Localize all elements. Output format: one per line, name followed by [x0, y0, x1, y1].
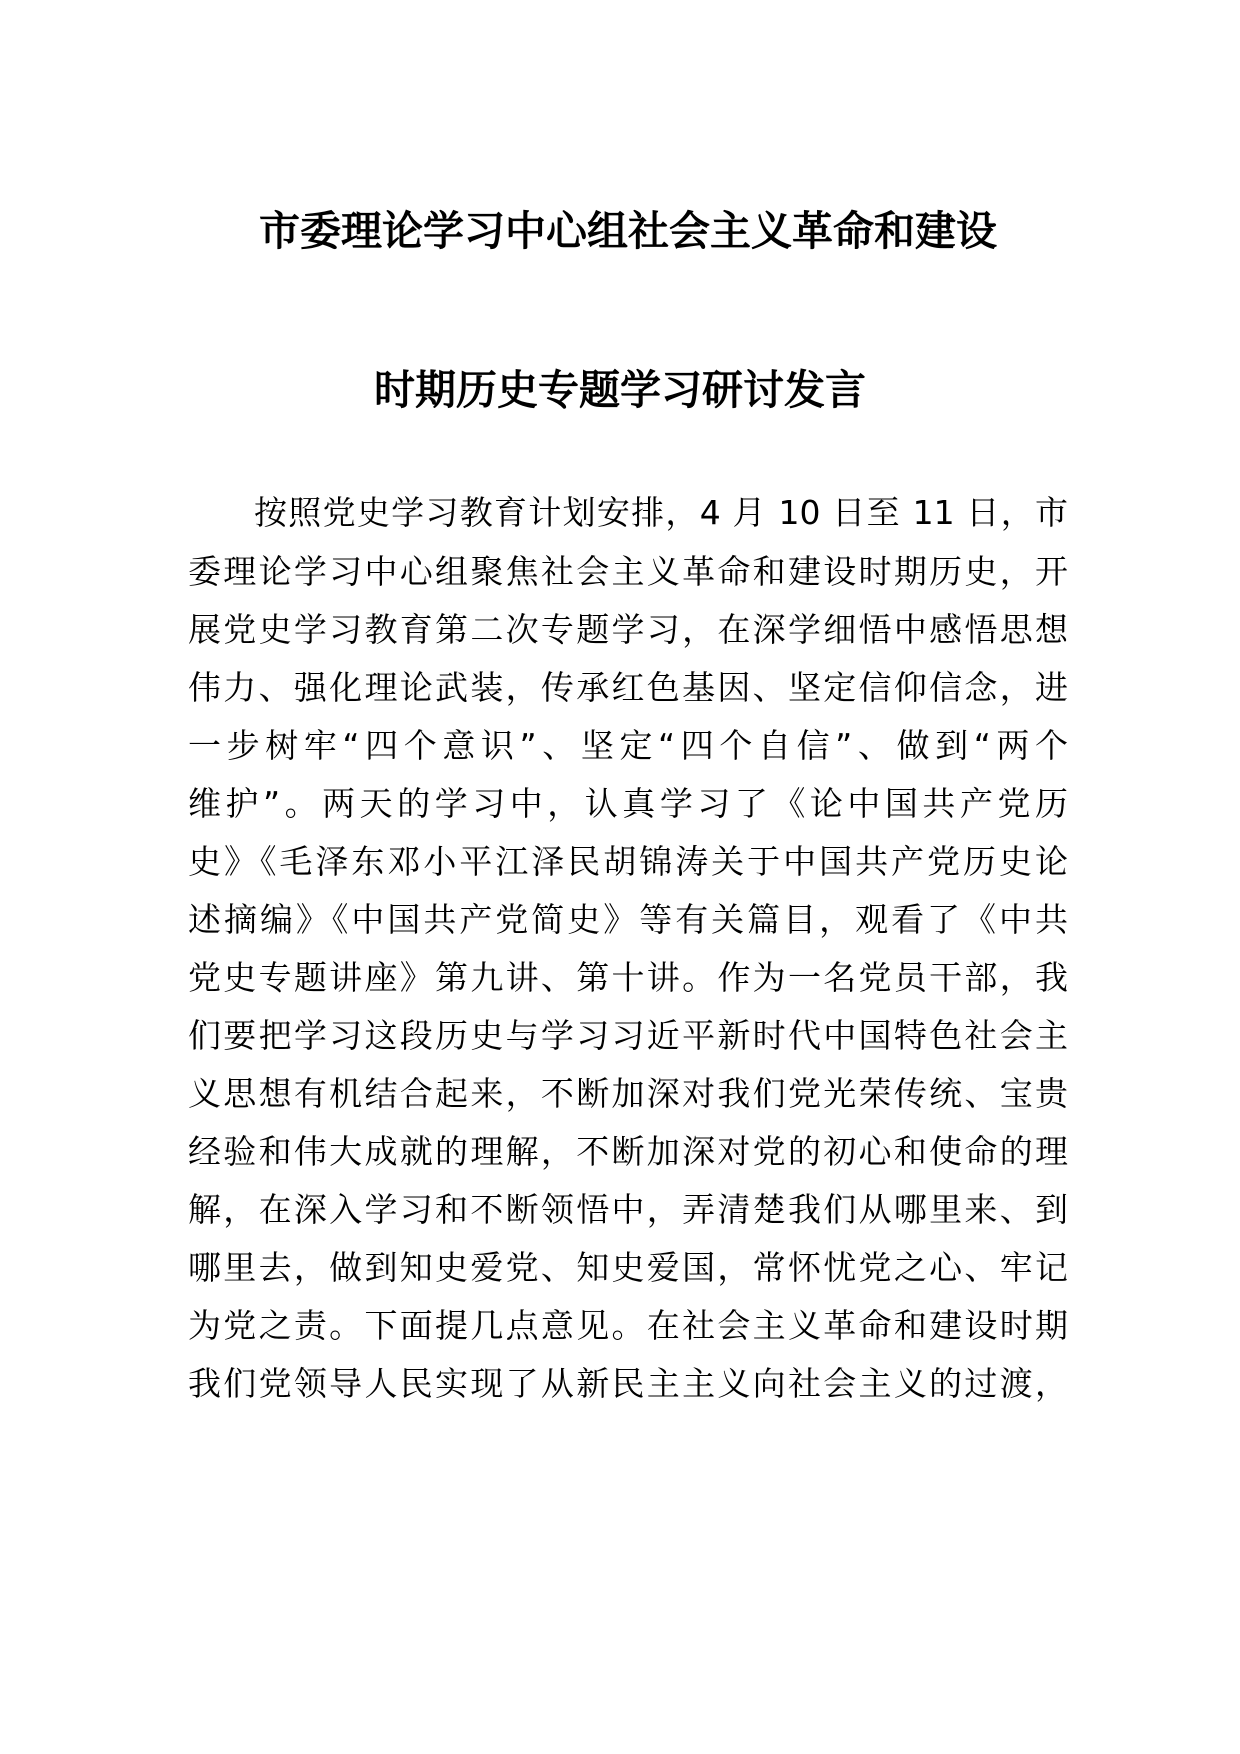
body-line-2: 委理论学习中心组聚焦社会主义革命和建设时期历史，开	[188, 552, 1068, 591]
document-title-line-1: 市委理论学习中心组社会主义革命和建设	[259, 207, 997, 255]
body-line-7: 史》《毛泽东邓小平江泽民胡锦涛关于中国共产党历史论	[188, 842, 1068, 881]
body-line-16: 我们党领导人民实现了从新民主主义向社会主义的过渡，	[188, 1364, 1068, 1403]
body-line-15: 为党之责。下面提几点意见。在社会主义革命和建设时期	[188, 1306, 1068, 1345]
body-line-8: 述摘编》《中国共产党简史》等有关篇目，观看了《中共	[188, 900, 1068, 939]
body-line-11: 义思想有机结合起来，不断加深对我们党光荣传统、宝贵	[188, 1074, 1068, 1113]
document-title-line-2: 时期历史专题学习研讨发言	[374, 366, 866, 414]
body-line-12: 经验和伟大成就的理解，不断加深对党的初心和使命的理	[188, 1132, 1068, 1171]
body-line-3: 展党史学习教育第二次专题学习，在深学细悟中感悟思想	[188, 610, 1068, 649]
body-line-9: 党史专题讲座》第九讲、第十讲。作为一名党员干部，我	[188, 958, 1068, 997]
body-line-14: 哪里去，做到知史爱党、知史爱国，常怀忧党之心、牢记	[188, 1248, 1068, 1287]
body-line-5: 一步树牢“四个意识”、坚定“四个自信”、做到“两个	[188, 726, 1068, 765]
body-line-4: 伟力、强化理论武装，传承红色基因、坚定信仰信念，进	[188, 668, 1068, 707]
body-line-1: 按照党史学习教育计划安排，4 月 10 日至 11 日，市	[254, 493, 1068, 532]
body-line-6: 维护”。两天的学习中，认真学习了《论中国共产党历	[188, 784, 1068, 823]
body-line-10: 们要把学习这段历史与学习习近平新时代中国特色社会主	[188, 1016, 1068, 1055]
body-line-13: 解，在深入学习和不断领悟中，弄清楚我们从哪里来、到	[188, 1190, 1068, 1229]
